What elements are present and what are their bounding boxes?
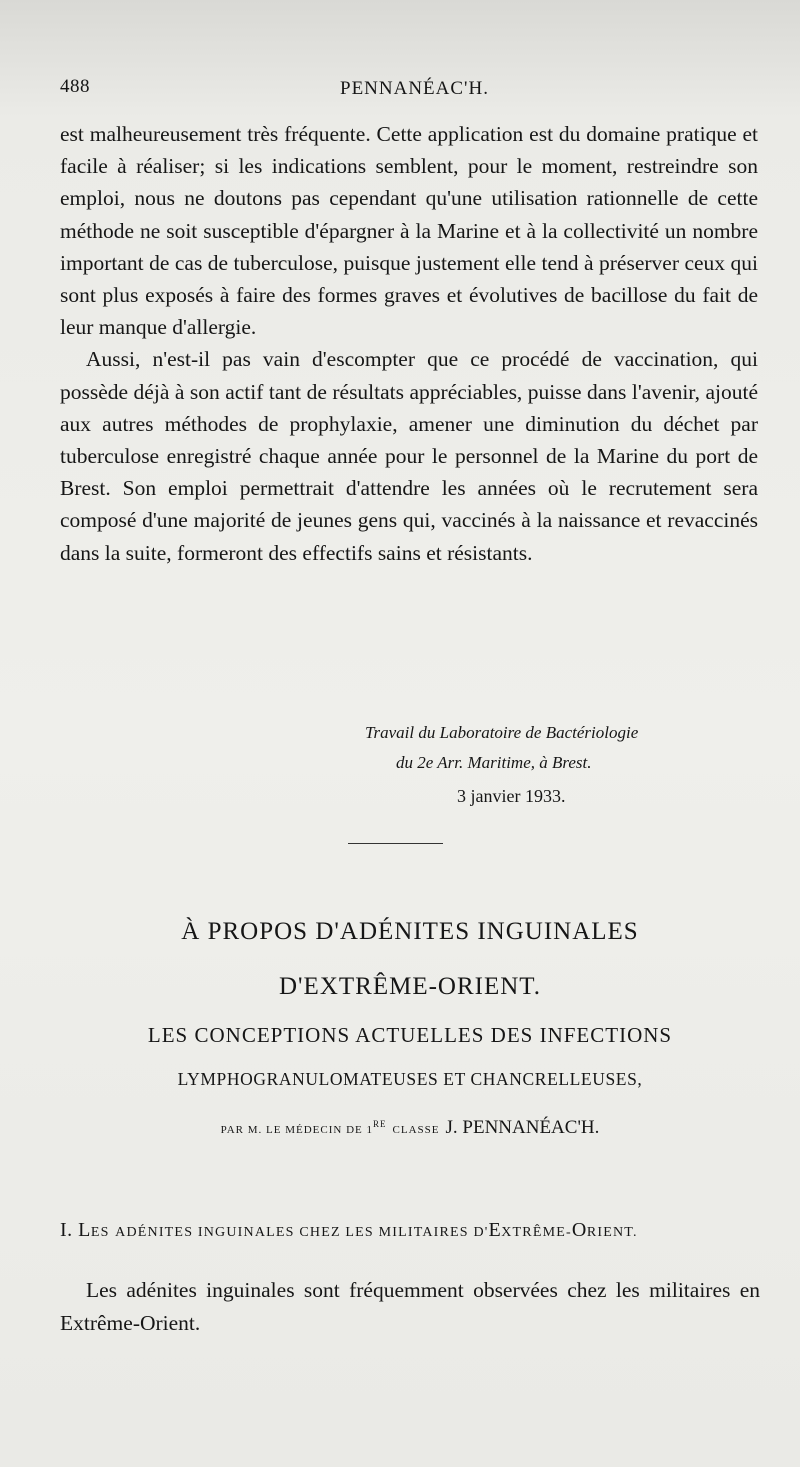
byline-prefix: PAR M. LE MÉDECIN DE 1RE bbox=[220, 1119, 387, 1136]
section-title: LES ADÉNITES INGUINALES CHEZ LES MILITAIRES D'EXTRÊME-ORIENT. bbox=[78, 1219, 638, 1241]
signature-date: 3 janvier 1933. bbox=[457, 786, 566, 806]
body-text bbox=[60, 118, 758, 569]
byline-superscript: RE bbox=[373, 1119, 387, 1129]
byline-author: J. PENNANÉAC'H. bbox=[445, 1117, 600, 1138]
paragraph-1: est malheureusement très fréquente. Cette application est du domaine pratique et facile à réaliser; si les indications semblent, pour le moment, restreindre son emploi, nous ne doutons pas cependant qu'une utilisation rationnelle de cette méthode ne soit susceptible d'épargner à la Marine et à la collectivité un nombre important de cas de tuberculose, puisque justement elle tend à préserver ceux qui sont plus exposés à faire des formes graves et évolutives de bacillose du fait de leur manque d'allergie. bbox=[60, 122, 758, 340]
signature-laboratory: Travail du Laboratoire de Bactériologie bbox=[365, 723, 639, 742]
section-paragraph: Les adénites inguinales sont fréquemment observées chez les militaires en Extrême-Orient. bbox=[60, 1278, 760, 1335]
article-title-line2: D'EXTRÊME-ORIENT. bbox=[279, 973, 541, 1000]
paragraph-2: Aussi, n'est-il pas vain d'escompter que ce procédé de vaccination, qui possède déjà à son actif tant de résultats appréciables, puisse dans l'avenir, ajouté aux autres méthodes de prophylaxie, amener une diminution du déchet par tuberculose enregistré chaque année pour le personnel de la Marine du port de Brest. Son emploi permettrait d'attendre les années où le recrutement sera composé d'une majorité de jeunes gens qui, vaccinés à la naissance et revaccinés dans la suite, formeront des effectifs sains et résistants. bbox=[60, 347, 758, 565]
section-numeral: I. bbox=[60, 1219, 73, 1241]
signature-block bbox=[360, 718, 760, 811]
article-subtitle-line2: LYMPHOGRANULOMATEUSES ET CHANCRELLEUSES, bbox=[177, 1069, 643, 1089]
page-header bbox=[60, 70, 760, 100]
section-text bbox=[60, 1274, 760, 1340]
article-title-line1: À PROPOS D'ADÉNITES INGUINALES bbox=[181, 918, 639, 945]
section-heading bbox=[60, 1219, 770, 1242]
separator-rule bbox=[348, 843, 443, 844]
running-head: PENNANÉAC'H. bbox=[340, 78, 489, 99]
byline-class: CLASSE bbox=[392, 1124, 440, 1136]
article-byline bbox=[60, 1117, 760, 1139]
article-subtitle-line1: LES CONCEPTIONS ACTUELLES DES INFECTIONS bbox=[147, 1023, 673, 1047]
signature-location: du 2e Arr. Maritime, à Brest. bbox=[396, 753, 592, 772]
page-number: 488 bbox=[60, 76, 90, 97]
